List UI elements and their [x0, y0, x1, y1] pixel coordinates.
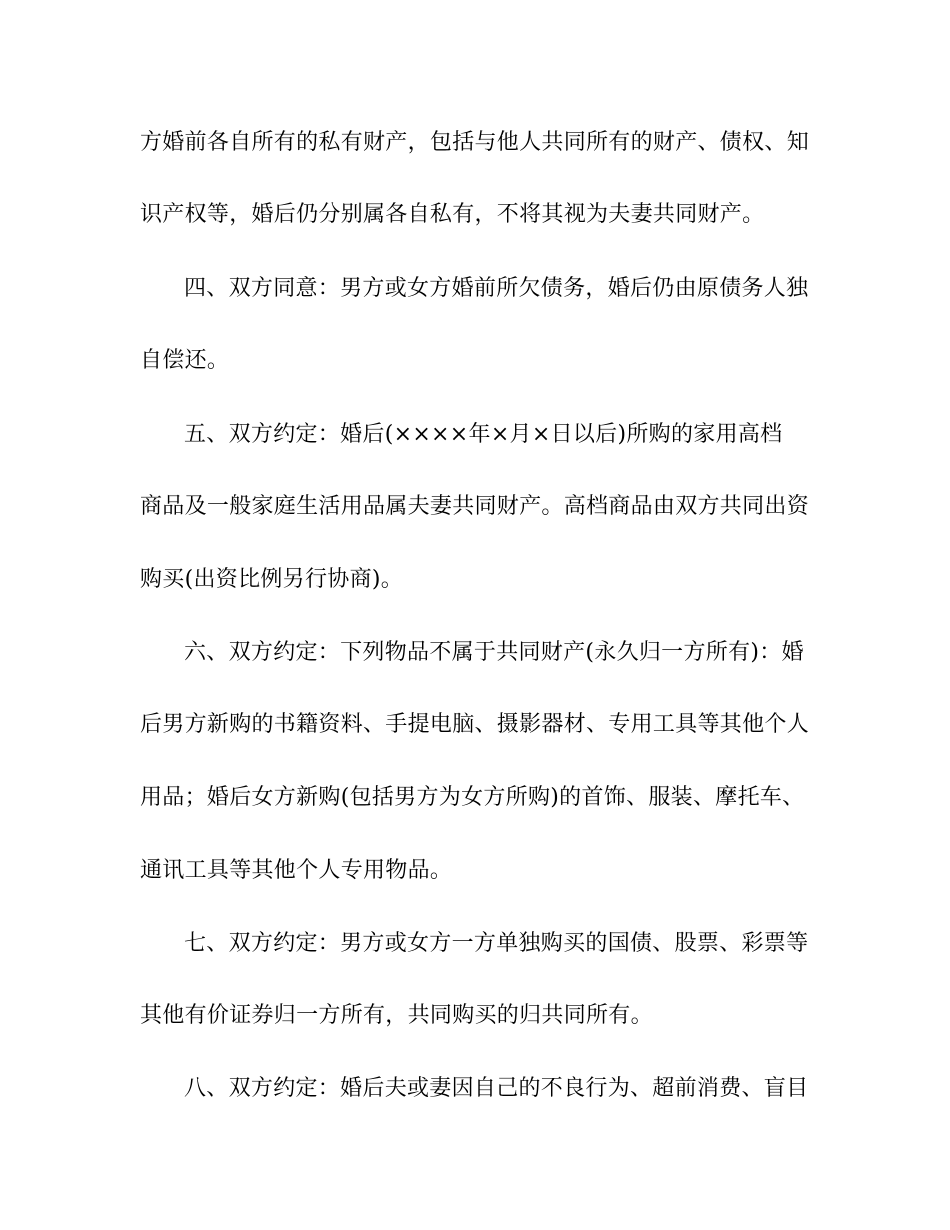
text-line: 商品及一般家庭生活用品属夫妻共同财产。高档商品由双方共同出资 [140, 494, 810, 519]
text-line: 五、双方约定：婚后(××××年×月×日以后)所购的家用高档 [184, 422, 783, 447]
text-line: 用品；婚后女方新购(包括男方为女方所购)的首饰、服装、摩托车、 [140, 785, 805, 810]
text-line: 四、双方同意：男方或女方婚前所欠债务，婚后仍由原债务人独 [184, 276, 809, 301]
text-line: 通讯工具等其他个人专用物品。 [140, 858, 453, 883]
text-line: 购买(出资比例另行协商)。 [140, 567, 404, 592]
text-line: 方婚前各自所有的私有财产，包括与他人共同所有的财产、债权、知 [140, 130, 810, 155]
text-line: 七、双方约定：男方或女方一方单独购买的国债、股票、彩票等 [184, 931, 809, 956]
text-line: 其他有价证券归一方所有，共同购买的归共同所有。 [140, 1003, 653, 1028]
text-line: 识产权等，婚后仍分别属各自私有，不将其视为夫妻共同财产。 [140, 202, 765, 227]
text-line: 八、双方约定：婚后夫或妻因自己的不良行为、超前消费、盲目 [184, 1076, 809, 1101]
text-line: 后男方新购的书籍资料、手提电脑、摄影器材、专用工具等其他个人 [140, 712, 810, 737]
text-line: 六、双方约定：下列物品不属于共同财产(永久归一方所有)：婚 [184, 640, 804, 665]
text-line: 自偿还。 [140, 348, 230, 373]
